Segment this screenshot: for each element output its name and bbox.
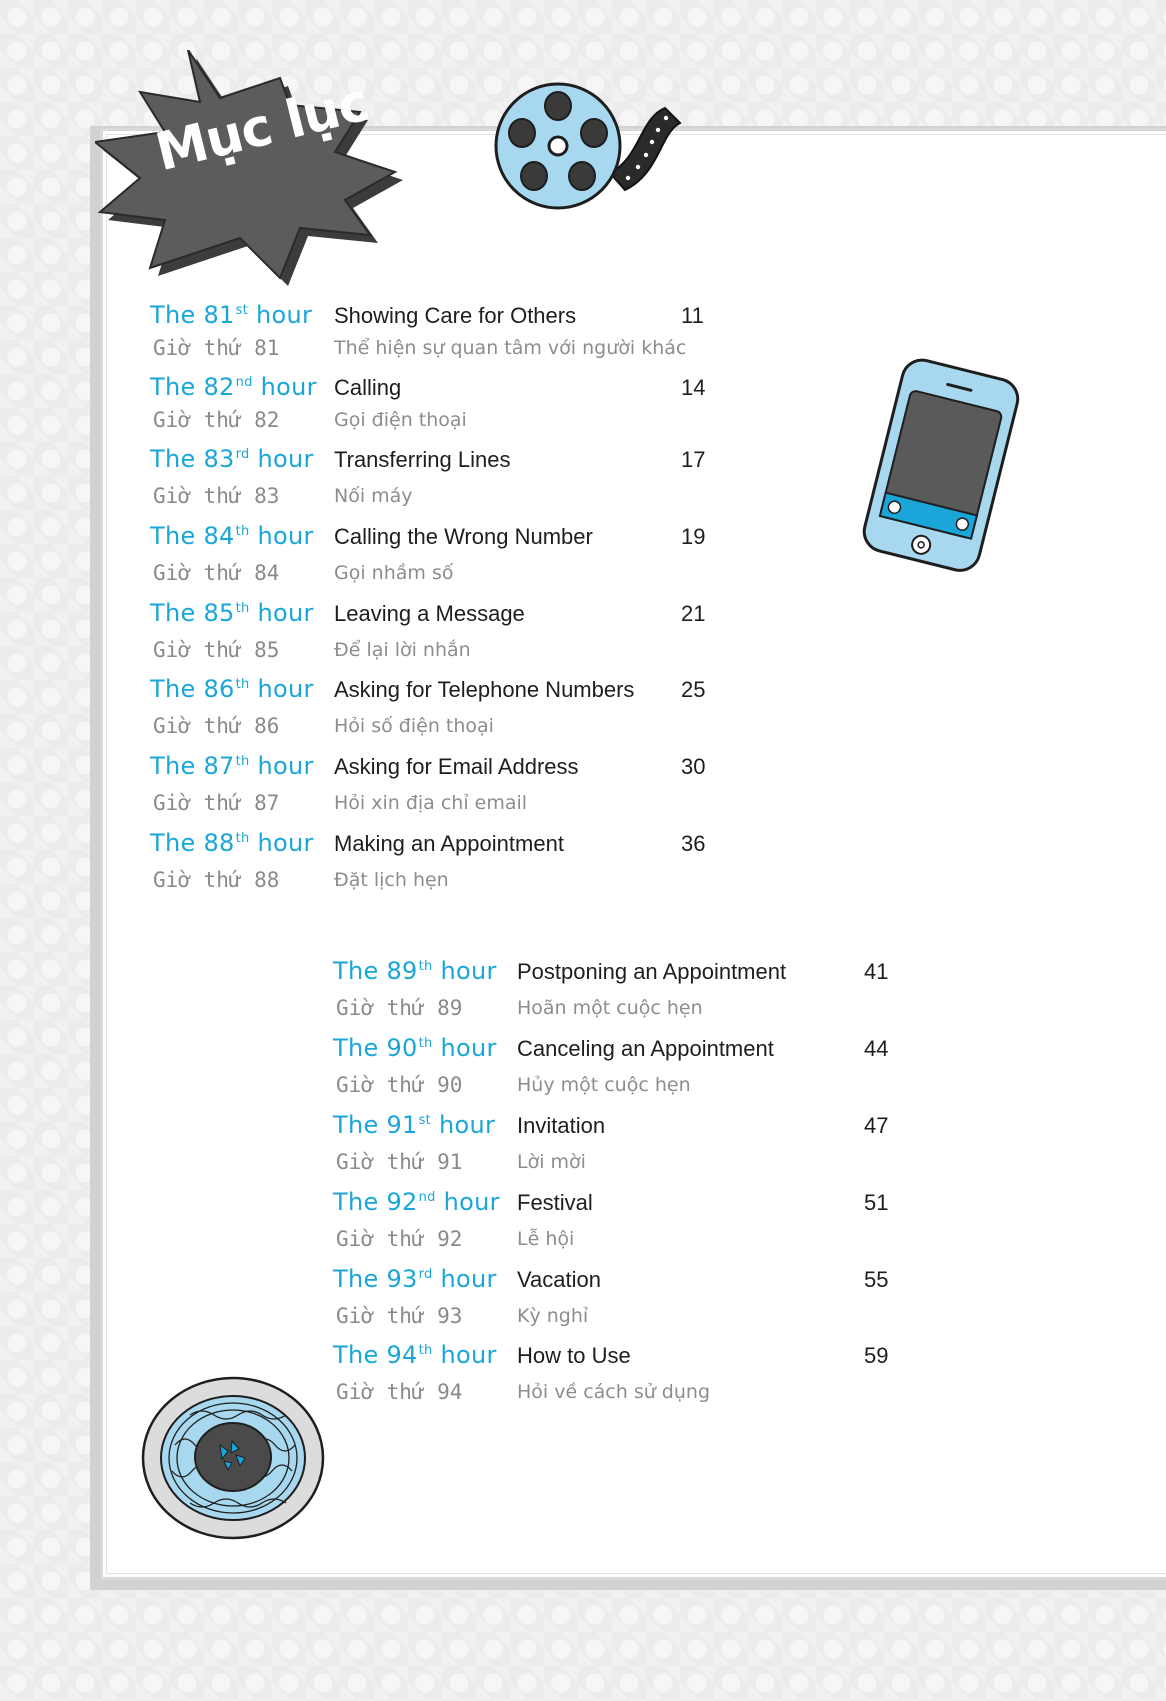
hour-label — [333, 1111, 495, 1139]
lesson-title-english[interactable]: Canceling an Appointment — [517, 1036, 774, 1061]
lesson-title-vietnamese: Để lại lời nhắn — [334, 639, 471, 661]
lesson-title-english[interactable]: Making an Appointment — [334, 831, 564, 856]
hour-number: The 84 — [150, 522, 235, 550]
film-reel-icon — [490, 78, 690, 228]
hour-label — [333, 1188, 500, 1216]
vietnamese-hour-label: Giờ thứ 93 — [336, 1304, 463, 1328]
vietnamese-hour-label: Giờ thứ 92 — [336, 1227, 463, 1251]
hour-number: The 83 — [150, 445, 235, 473]
hour-word: hour — [257, 829, 314, 857]
page-number[interactable]: 25 — [681, 677, 706, 702]
vietnamese-hour-label: Giờ thứ 83 — [153, 484, 280, 508]
page-number[interactable]: 44 — [864, 1036, 889, 1061]
lesson-title-vietnamese: Đặt lịch hẹn — [334, 869, 449, 891]
hour-ordinal-suffix: nd — [235, 375, 253, 390]
hour-label — [150, 675, 314, 703]
hour-label — [150, 599, 314, 627]
hour-number: The 85 — [150, 599, 235, 627]
lesson-title-english[interactable]: Invitation — [517, 1113, 606, 1138]
vietnamese-hour-label: Giờ thứ 90 — [336, 1073, 463, 1097]
page-number[interactable]: 11 — [681, 303, 704, 328]
lesson-title-english[interactable]: Vacation — [517, 1267, 601, 1292]
lesson-title-vietnamese: Kỳ nghỉ — [517, 1305, 589, 1327]
hour-label — [333, 1034, 497, 1062]
lesson-title-english[interactable]: Calling — [334, 375, 402, 400]
hour-word: hour — [440, 1034, 497, 1062]
hour-word: hour — [440, 957, 497, 985]
hour-number: The 86 — [150, 675, 235, 703]
page-number[interactable]: 36 — [681, 831, 706, 856]
vietnamese-hour-label: Giờ thứ 91 — [336, 1150, 463, 1174]
smartphone-icon — [860, 355, 1020, 575]
lesson-title-english[interactable]: Transferring Lines — [334, 447, 511, 472]
hour-number: The 90 — [333, 1034, 418, 1062]
lesson-title-vietnamese: Hỏi xin địa chỉ email — [334, 792, 528, 814]
vietnamese-hour-label: Giờ thứ 82 — [153, 408, 280, 432]
hour-ordinal-suffix: th — [235, 754, 250, 769]
vietnamese-hour-label: Giờ thứ 94 — [336, 1380, 463, 1404]
hour-number: The 91 — [333, 1111, 418, 1139]
vietnamese-hour-label: Giờ thứ 85 — [153, 638, 280, 662]
page-number[interactable]: 19 — [681, 524, 706, 549]
hour-word: hour — [440, 1341, 497, 1369]
lesson-title-vietnamese: Gọi điện thoại — [334, 409, 467, 431]
hour-ordinal-suffix: th — [235, 677, 250, 692]
hour-ordinal-suffix: th — [235, 524, 250, 539]
lesson-title-english[interactable]: How to Use — [517, 1343, 631, 1368]
hour-ordinal-suffix: st — [235, 303, 249, 318]
hour-ordinal-suffix: st — [418, 1113, 432, 1128]
page-number[interactable]: 17 — [681, 447, 706, 472]
lesson-title-vietnamese: Nối máy — [334, 485, 413, 507]
hour-number: The 87 — [150, 752, 235, 780]
lesson-title-vietnamese: Hoãn một cuộc hẹn — [517, 997, 703, 1019]
hour-word: hour — [257, 675, 314, 703]
hour-word: hour — [440, 1265, 497, 1293]
hour-ordinal-suffix: nd — [418, 1190, 436, 1205]
page-number[interactable]: 55 — [864, 1267, 889, 1292]
page-title: Mục lục — [150, 72, 375, 184]
page-number[interactable]: 21 — [681, 601, 706, 626]
hour-ordinal-suffix: rd — [418, 1267, 433, 1282]
page-number[interactable]: 51 — [864, 1190, 889, 1215]
hour-number: The 82 — [150, 373, 235, 401]
vietnamese-hour-label: Giờ thứ 89 — [336, 996, 463, 1020]
hour-label — [150, 752, 314, 780]
lesson-title-english[interactable]: Calling the Wrong Number — [334, 524, 593, 549]
hour-word: hour — [257, 752, 314, 780]
vietnamese-hour-label: Giờ thứ 87 — [153, 791, 280, 815]
hour-ordinal-suffix: th — [418, 1343, 433, 1358]
lesson-title-vietnamese: Lễ hội — [517, 1228, 575, 1250]
lesson-title-vietnamese: Thể hiện sự quan tâm với người khác — [334, 337, 687, 359]
hour-ordinal-suffix: th — [235, 831, 250, 846]
lesson-title-vietnamese: Lời mời — [517, 1151, 586, 1173]
lesson-title-english[interactable]: Asking for Telephone Numbers — [334, 677, 635, 702]
vietnamese-hour-label: Giờ thứ 88 — [153, 868, 280, 892]
hour-number: The 81 — [150, 301, 235, 329]
hour-label — [150, 373, 317, 401]
hour-word: hour — [439, 1111, 496, 1139]
lesson-title-english[interactable]: Showing Care for Others — [334, 303, 577, 328]
page-number[interactable]: 41 — [864, 959, 889, 984]
hour-ordinal-suffix: th — [418, 959, 433, 974]
vietnamese-hour-label: Giờ thứ 81 — [153, 336, 280, 360]
starburst-badge-icon — [95, 50, 430, 290]
hour-number: The 94 — [333, 1341, 418, 1369]
page-number[interactable]: 47 — [864, 1113, 889, 1138]
hour-label — [150, 522, 314, 550]
hour-ordinal-suffix: th — [418, 1036, 433, 1051]
hour-label — [150, 301, 312, 329]
page-number[interactable]: 59 — [864, 1343, 889, 1368]
lesson-title-english[interactable]: Leaving a Message — [334, 601, 525, 626]
hour-number: The 88 — [150, 829, 235, 857]
lesson-title-vietnamese: Hỏi số điện thoại — [334, 715, 494, 737]
hour-label — [150, 445, 314, 473]
vietnamese-hour-label: Giờ thứ 84 — [153, 561, 280, 585]
page-number[interactable]: 30 — [681, 754, 706, 779]
hour-ordinal-suffix: th — [235, 601, 250, 616]
hour-number: The 92 — [333, 1188, 418, 1216]
lesson-title-vietnamese: Gọi nhầm số — [334, 562, 454, 584]
plate-of-noodles-icon — [140, 1375, 326, 1541]
lesson-title-vietnamese: Hỏi về cách sử dụng — [517, 1381, 711, 1403]
lesson-title-english[interactable]: Asking for Email Address — [334, 754, 579, 779]
hour-word: hour — [257, 445, 314, 473]
vietnamese-hour-label: Giờ thứ 86 — [153, 714, 280, 738]
hour-word: hour — [443, 1188, 500, 1216]
hour-word: hour — [257, 522, 314, 550]
hour-number: The 89 — [333, 957, 418, 985]
hour-label — [150, 829, 314, 857]
hour-ordinal-suffix: rd — [235, 447, 250, 462]
lesson-title-english[interactable]: Festival — [517, 1190, 593, 1215]
hour-label — [333, 1265, 497, 1293]
page-number[interactable]: 14 — [681, 375, 706, 400]
hour-label — [333, 1341, 497, 1369]
hour-label — [333, 957, 497, 985]
hour-word: hour — [257, 599, 314, 627]
hour-word: hour — [256, 301, 313, 329]
hour-number: The 93 — [333, 1265, 418, 1293]
lesson-title-vietnamese: Hủy một cuộc hẹn — [517, 1074, 691, 1096]
hour-word: hour — [260, 373, 317, 401]
lesson-title-english[interactable]: Postponing an Appointment — [517, 959, 787, 984]
